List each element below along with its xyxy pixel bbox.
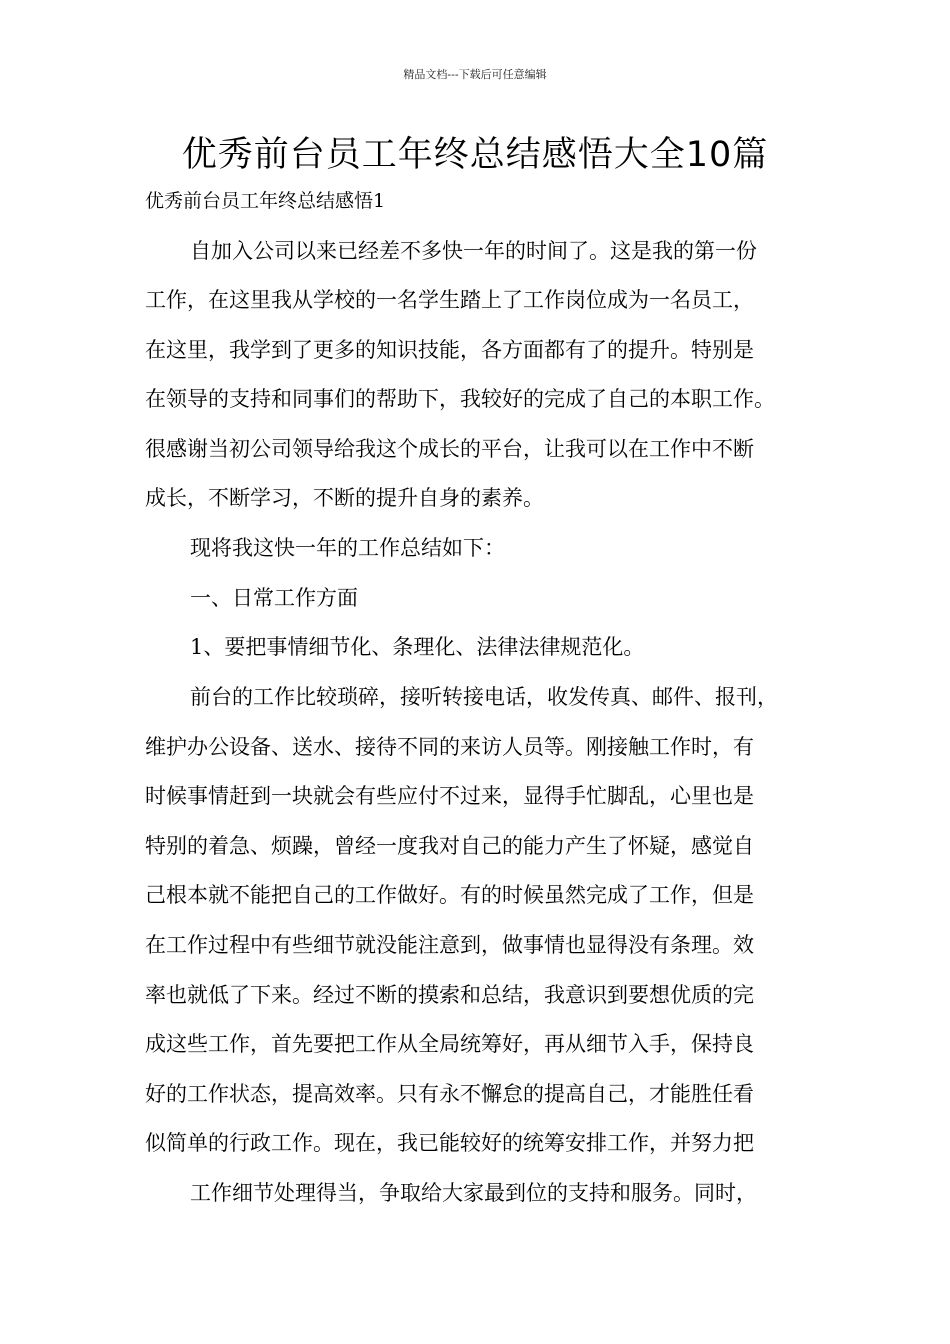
paragraph-line: 率也就低了下来。经过不断的摸索和总结，我意识到要想优质的完 — [145, 983, 754, 1007]
paragraph-line: 工作，在这里我从学校的一名学生踏上了工作岗位成为一名员工， — [145, 288, 754, 312]
paragraph-line: 很感谢当初公司领导给我这个成长的平台，让我可以在工作中不断 — [145, 437, 754, 461]
page-title: 优秀前台员工年终总结感悟大全10篇 — [181, 135, 769, 175]
paragraph-line: 工作细节处理得当，争取给大家最到位的支持和服务。同时， — [190, 1181, 757, 1205]
paragraph-line: 似简单的行政工作。现在，我已能较好的统筹安排工作，并努力把 — [145, 1131, 754, 1155]
paragraph-line: 维护办公设备、送水、接待不同的来访人员等。刚接触工作时，有 — [145, 735, 754, 759]
paragraph-line: 在领导的支持和同事们的帮助下，我较好的完成了自己的本职工作。 — [145, 387, 775, 411]
paragraph-line: 自加入公司以来已经差不多快一年的时间了。这是我的第一份 — [190, 239, 757, 263]
paragraph-line: 特别的着急、烦躁，曾经一度我对自己的能力产生了怀疑，感觉自 — [145, 834, 754, 858]
paragraph-line: 1、要把事情细节化、条理化、法律法律规范化。 — [190, 635, 645, 659]
paragraph-line: 现将我这快一年的工作总结如下： — [190, 536, 505, 560]
paragraph-line: 在这里，我学到了更多的知识技能，各方面都有了的提升。特别是 — [145, 338, 754, 362]
section-title: 优秀前台员工年终总结感悟1 — [145, 190, 386, 212]
paragraph-line: 好的工作状态，提高效率。只有永不懈怠的提高自己，才能胜任看 — [145, 1082, 754, 1106]
paragraph-line: 一、日常工作方面 — [190, 586, 358, 610]
paragraph-line: 成这些工作，首先要把工作从全局统筹好，再从细节入手，保持良 — [145, 1032, 754, 1056]
paragraph-line: 己根本就不能把自己的工作做好。有的时候虽然完成了工作，但是 — [145, 883, 754, 907]
paragraph-line: 时候事情赶到一块就会有些应付不过来，显得手忙脚乱，心里也是 — [145, 784, 754, 808]
paragraph-line: 在工作过程中有些细节就没能注意到，做事情也显得没有条理。效 — [145, 933, 754, 957]
header-note: 精品文档---下载后可任意编辑 — [403, 68, 547, 81]
paragraph-line: 成长，不断学习，不断的提升自身的素养。 — [145, 486, 544, 510]
paragraph-line: 前台的工作比较琐碎，接听转接电话，收发传真、邮件、报刊， — [190, 685, 778, 709]
